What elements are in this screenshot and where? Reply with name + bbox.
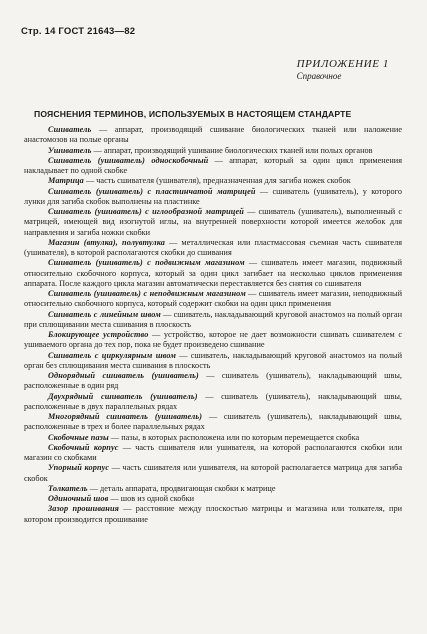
definition-text: — металлическая или пластмассовая съемная часть сшивателя (ушивателя), в которой располагаются скобки до сшивания bbox=[24, 237, 402, 257]
definition-paragraph bbox=[24, 463, 402, 484]
definition-term: Сшиватель с линейным швом bbox=[48, 309, 161, 319]
definition-term: Блокирующее устройство bbox=[48, 330, 149, 339]
section-title: ПОЯСНЕНИЯ ТЕРМИНОВ, ИСПОЛЬЗУЕМЫХ В НАСТОЯЩЕМ СТАНДАРТЕ bbox=[34, 109, 352, 119]
definition-text: — сшиватель, накладывающий круговой анастомоз на полый орган без сплющивания места сшивания в плоскость bbox=[24, 350, 403, 370]
definition-term: Магазин (втулка), полувтулка bbox=[48, 237, 166, 247]
definition-term: Ушиватель bbox=[48, 145, 92, 155]
definition-text: — часть сшивателя или ушивателя, на которой располагаются скобки или магазин со скобками bbox=[24, 442, 402, 462]
definition-text: — часть сшивателя или ушивателя, на которой располагается матрица для загиба скобок bbox=[24, 463, 402, 483]
definition-text: — сшиватель (ушиватель), у которого лунки для загиба скобок выполнены на пластинке bbox=[24, 186, 402, 206]
definition-text: — аппарат, который за один цикл применения накладывает по одной скобке bbox=[24, 155, 402, 175]
definition-term: Зазор прошивания bbox=[48, 504, 119, 514]
definition-paragraph bbox=[24, 238, 402, 259]
definition-text: — шов из одной скобки bbox=[108, 494, 195, 503]
definition-paragraph bbox=[24, 504, 402, 525]
definition-term: Толкатель bbox=[48, 483, 88, 493]
appendix-subtitle: Справочное bbox=[296, 71, 342, 81]
definition-term: Сшиватель с циркулярным швом bbox=[48, 350, 177, 360]
definition-term: Двухрядный сшиватель (ушиватель) bbox=[48, 391, 198, 401]
definition-paragraph bbox=[24, 207, 402, 238]
definition-text: — сшиватель, накладывающий круговой анастомоз на полый орган при сплющивании места сшивания в плоскость bbox=[24, 309, 402, 329]
definition-term: Сшиватель (ушиватель) с подвижным магазином bbox=[48, 258, 245, 268]
definition-text: — сшиватель (ушиватель), накладывающий швы, расположенные в один ряд bbox=[24, 371, 402, 391]
definition-paragraph bbox=[24, 443, 402, 464]
definition-paragraph bbox=[24, 289, 402, 310]
definition-term: Сшиватель (ушиватель) с иглообразной матрицей bbox=[48, 207, 244, 216]
definition-term: Одиночный шов bbox=[48, 494, 109, 503]
definition-text: — пазы, в которых расположена или по которым перемещается скобка bbox=[108, 432, 360, 442]
definition-paragraph bbox=[24, 351, 402, 372]
definition-term: Матрица bbox=[48, 176, 84, 186]
page-header: Стр. 14 ГОСТ 21643—82 bbox=[21, 26, 136, 37]
definition-paragraph bbox=[24, 146, 402, 156]
definition-term: Сшиватель bbox=[48, 125, 92, 134]
definition-term: Многорядный сшиватель (ушиватель) bbox=[48, 412, 203, 421]
definition-paragraph bbox=[24, 258, 402, 289]
definition-paragraph bbox=[24, 484, 402, 494]
definition-paragraph bbox=[24, 176, 402, 186]
definitions-body bbox=[24, 125, 402, 525]
definition-paragraph bbox=[24, 371, 402, 392]
definition-text: — сшиватель имеет магазин, подвижный относительно скобочного корпуса, который за один цикл загибает на несколько циклов применения аппарата. После каждого цикла магазин автоматически переставляется без снятия со сшивателя bbox=[24, 258, 402, 288]
definition-term: Скобочный корпус bbox=[48, 442, 119, 452]
definition-text: — аппарат, производящий ушивание биологических тканей или полых органов bbox=[91, 145, 373, 155]
definition-paragraph bbox=[24, 412, 402, 433]
definition-text: — устройство, которое не дает возможности сшивать сшивателем с ушиваемого органа до тех пор, пока не будет произведено сшивание bbox=[24, 330, 402, 350]
definition-paragraph bbox=[24, 156, 402, 177]
appendix-label bbox=[297, 58, 389, 81]
definition-text: — деталь аппарата, продвигающая скобки к матрице bbox=[87, 483, 276, 493]
definition-paragraph bbox=[24, 310, 402, 331]
definition-term: Упорный корпус bbox=[48, 463, 110, 473]
definition-text: — расстояние между плоскостью матрицы и магазина или толкателя, при котором производится прошивание bbox=[24, 504, 402, 524]
definition-paragraph bbox=[24, 392, 402, 413]
definition-paragraph bbox=[24, 330, 402, 351]
definition-paragraph bbox=[24, 494, 402, 504]
appendix-title: ПРИЛОЖЕНИЕ 1 bbox=[296, 58, 389, 70]
definition-text: — сшиватель (ушиватель), выполненный с матрицей, имеющей вид изогнутой иглы, на внутренней поверхности которой имеется желобок для направления и загиба ножки скобки bbox=[24, 207, 403, 237]
definition-paragraph bbox=[24, 125, 402, 146]
definition-text: — часть сшивателя (ушивателя), предназначенная для загиба ножек скобок bbox=[83, 176, 351, 186]
definition-term: Сшиватель (ушиватель) односкобочный bbox=[48, 155, 209, 165]
definition-text: — сшиватель (ушиватель), накладывающий швы, расположенные в трех и более параллельных рядах bbox=[24, 412, 402, 432]
definition-text: — сшиватель имеет магазин, неподвижный относительно скобочного корпуса, который содержит скобки на один цикл применения bbox=[24, 289, 402, 309]
definition-paragraph bbox=[24, 187, 402, 208]
definition-term: Скобочные пазы bbox=[48, 432, 109, 442]
definition-text: — аппарат, производящий сшивание биологических тканей или наложение анастомозов на полые органы bbox=[24, 125, 402, 145]
definition-text: — сшиватель (ушиватель), накладывающий швы, расположенные в двух параллельных рядах bbox=[24, 391, 402, 411]
definition-term: Сшиватель (ушиватель) с пластинчатой матрицей bbox=[48, 186, 256, 196]
definition-term: Однорядный сшиватель (ушиватель) bbox=[48, 371, 199, 380]
definition-paragraph bbox=[24, 433, 402, 443]
definition-term: Сшиватель (ушиватель) с неподвижным магазином bbox=[48, 289, 246, 298]
